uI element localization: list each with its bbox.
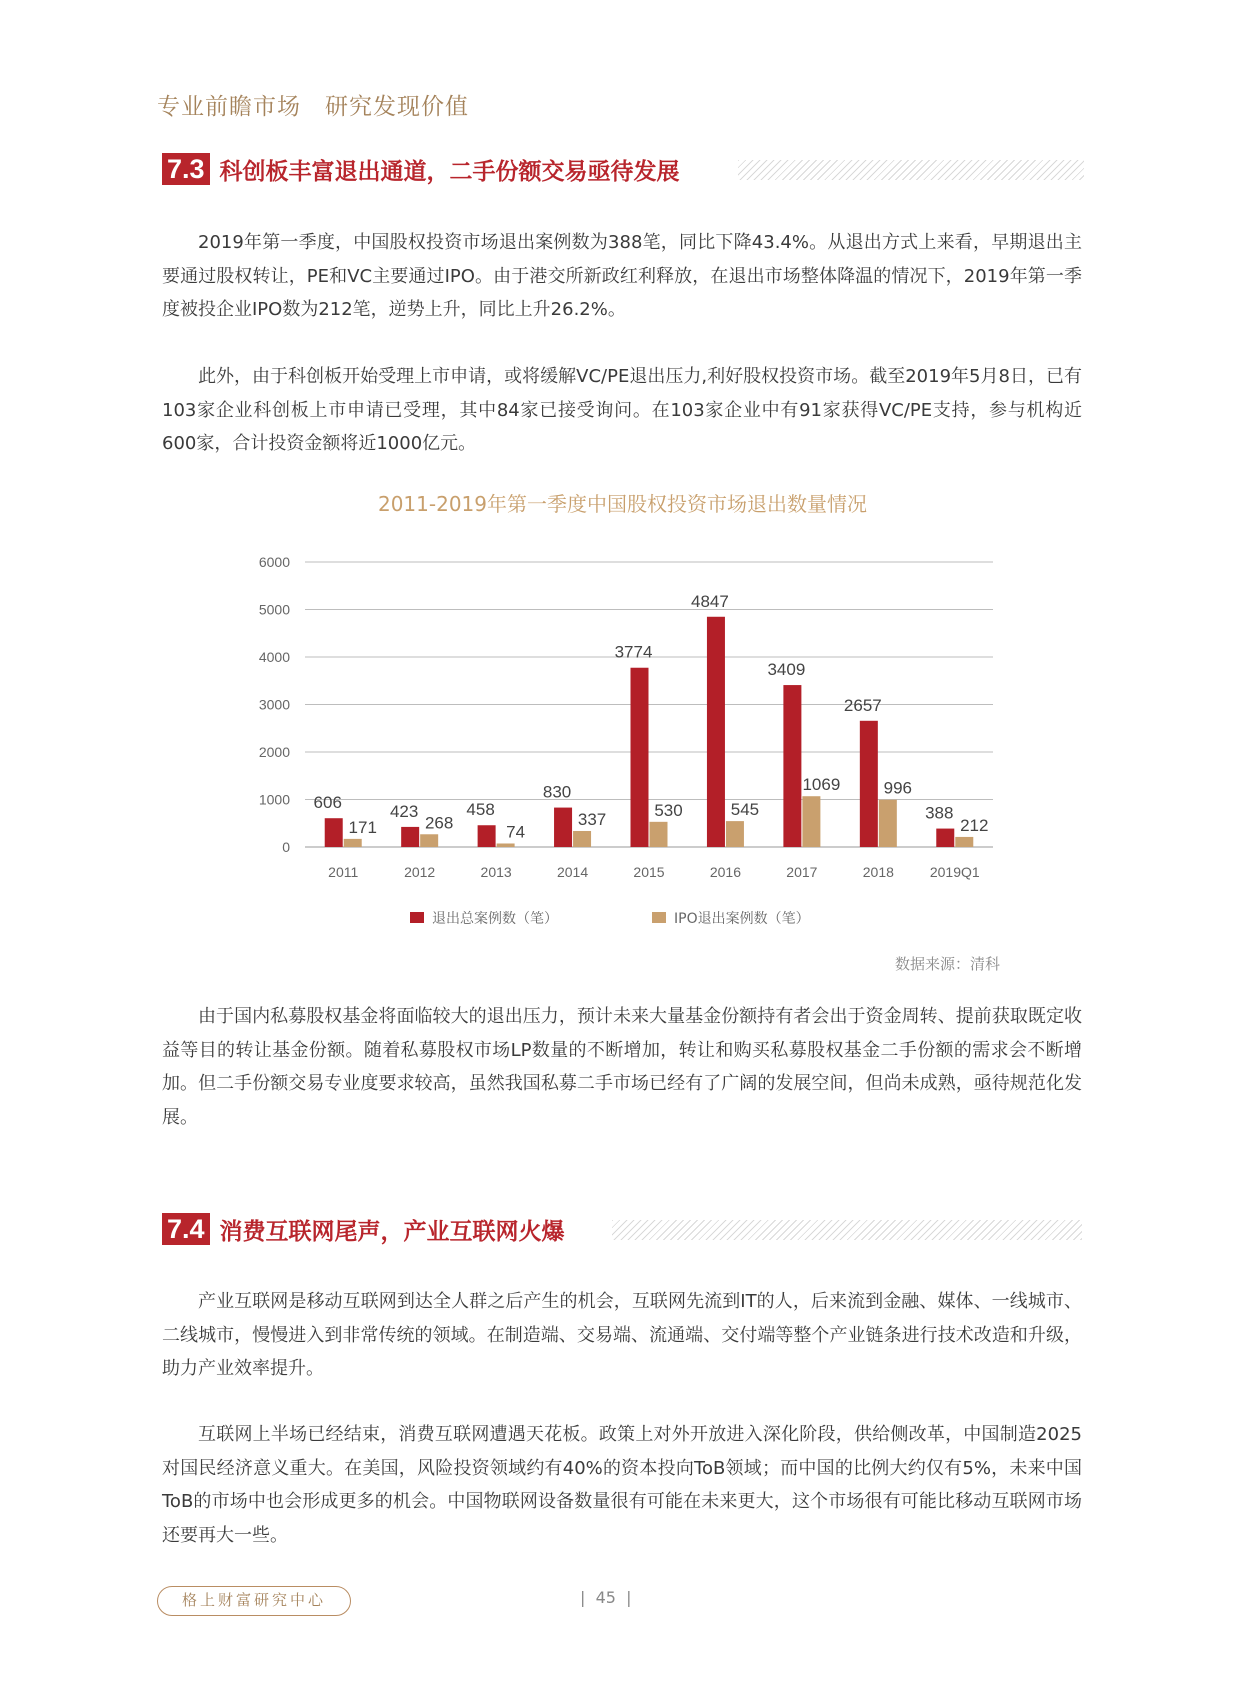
- bar-total-exits: [401, 827, 419, 847]
- bar-total-exits: [783, 685, 801, 847]
- x-tick-label: 2015: [633, 864, 665, 880]
- data-label-ipo: 530: [654, 800, 683, 820]
- data-label-total: 3774: [614, 642, 653, 662]
- y-tick-label: 1000: [258, 791, 290, 808]
- y-tick-label: 4000: [258, 649, 290, 665]
- data-label-total: 830: [542, 782, 572, 802]
- data-label-ipo: 212: [960, 815, 989, 835]
- bar-total-exits: [631, 668, 649, 847]
- bar-total-exits: [478, 825, 496, 847]
- bar-ipo-exits: [344, 839, 362, 847]
- footer-org-badge: 格上财富研究中心: [157, 1586, 351, 1616]
- header-tagline: 专业前瞻市场 研究发现价值: [157, 94, 469, 120]
- chart-title: 2011-2019年第一季度中国股权投资市场退出数量情况: [377, 492, 867, 516]
- bar-ipo-exits: [420, 834, 438, 847]
- data-label-ipo: 268: [424, 813, 454, 833]
- data-label-total: 4847: [691, 591, 729, 611]
- x-tick-label: 2017: [786, 864, 818, 880]
- paragraph: 产业互联网是移动互联网到达全人群之后产生的机会，互联网先流到IT的人，后来流到金融、媒体、一线城市、二线城市，慢慢进入到非常传统的领域。在制造端、交易端、流通端、交付端等整个产业链条进行技术改造和升级，助力产业效率提升。: [162, 1291, 1082, 1379]
- bar-total-exits: [325, 818, 343, 847]
- heading-hatch-decoration: [738, 160, 1084, 180]
- y-tick-label: 6000: [258, 554, 290, 570]
- data-label-ipo: 545: [730, 800, 760, 820]
- legend-label-ipo: IPO退出案例数（笔）: [674, 911, 810, 927]
- section-title: 消费互联网尾声，产业互联网火爆: [219, 1218, 565, 1245]
- paragraph: 此外，由于科创板开始受理上市申请，或将缓解VC/PE退出压力,利好股权投资市场。截至2019年5月8日，已有103家企业科创板上市申请已受理，其中84家已接受询问。在103家企业中有91家获得VC/PE支持，参与机构近600家，合计投资金额将近1000亿元。: [162, 366, 1082, 454]
- bar-ipo-exits: [497, 843, 515, 847]
- bar-ipo-exits: [802, 796, 820, 847]
- bar-total-exits: [707, 617, 725, 847]
- bar-ipo-exits: [955, 837, 973, 847]
- bar-ipo-exits: [879, 800, 897, 847]
- section-heading-7-4: [162, 1212, 565, 1246]
- data-label-ipo: 171: [348, 817, 377, 837]
- data-label-ipo: 337: [577, 809, 607, 829]
- data-label-total: 388: [925, 803, 954, 823]
- legend-swatch-ipo: [652, 912, 666, 923]
- paragraph: 互联网上半场已经结束，消费互联网遭遇天花板。政策上对外开放进入深化阶段，供给侧改革，中国制造2025对国民经济意义重大。在美国，风险投资领域约有40%的资本投向ToB领域；而中国的比例大约仅有5%，未来中国ToB的市场中也会形成更多的机会。中国物联网设备数量很有可能在未来更大，这个市场很有可能比移动互联网市场还要再大一些。: [162, 1424, 1082, 1546]
- legend-label-total: 退出总案例数（笔）: [432, 911, 558, 927]
- heading-hatch-decoration: [612, 1220, 1082, 1240]
- section-number: 7.3: [162, 153, 210, 185]
- x-tick-label: 2014: [556, 864, 589, 880]
- bar-total-exits: [860, 721, 878, 847]
- y-tick-label: 5000: [258, 601, 290, 618]
- y-tick-label: 3000: [258, 696, 290, 713]
- exit-count-bar-chart: [0, 540, 1245, 960]
- data-label-total: 2657: [843, 695, 882, 715]
- data-label-total: 458: [466, 800, 495, 820]
- x-tick-label: 2019Q1: [929, 864, 980, 880]
- section-heading-7-3: [162, 152, 680, 186]
- x-tick-label: 2018: [862, 864, 894, 880]
- y-tick-label: 0: [282, 839, 290, 855]
- section-number: 7.4: [162, 1213, 210, 1245]
- bar-ipo-exits: [573, 831, 591, 847]
- data-label-ipo: 74: [506, 822, 526, 842]
- data-label-total: 606: [313, 793, 342, 813]
- x-tick-label: 2011: [328, 864, 359, 880]
- bar-total-exits: [936, 829, 954, 847]
- paragraph: 由于国内私募股权基金将面临较大的退出压力，预计未来大量基金份额持有者会出于资金周转、提前获取既定收益等目的转让基金份额。随着私募股权市场LP数量的不断增加，转让和购买私募股权基金二手份额的需求会不断增加。但二手份额交易专业度要求较高，虽然我国私募二手市场已经有了广阔的发展空间，但尚未成熟，亟待规范化发展。: [162, 1006, 1082, 1128]
- x-tick-label: 2013: [480, 864, 512, 880]
- page-number: | 45 |: [580, 1588, 632, 1607]
- section-title: 科创板丰富退出通道，二手份额交易亟待发展: [219, 158, 680, 185]
- bar-ipo-exits: [650, 822, 668, 847]
- data-label-ipo: 996: [883, 778, 913, 798]
- data-label-ipo: 1069: [802, 775, 841, 795]
- legend-swatch-total: [410, 912, 424, 923]
- data-label-total: 3409: [767, 660, 806, 680]
- data-source: 数据来源：清科: [894, 955, 1000, 973]
- bar-ipo-exits: [726, 821, 744, 847]
- x-tick-label: 2012: [404, 864, 436, 880]
- x-tick-label: 2016: [709, 864, 742, 880]
- bar-total-exits: [554, 808, 572, 847]
- data-label-total: 423: [389, 801, 419, 821]
- paragraph: 2019年第一季度，中国股权投资市场退出案例数为388笔，同比下降43.4%。从退出方式上来看，早期退出主要通过股权转让，PE和VC主要通过IPO。由于港交所新政红利释放，在退出市场整体降温的情况下，2019年第一季度被投企业IPO数为212笔，逆势上升，同比上升26.2%。: [162, 232, 1082, 320]
- y-tick-label: 2000: [258, 744, 290, 760]
